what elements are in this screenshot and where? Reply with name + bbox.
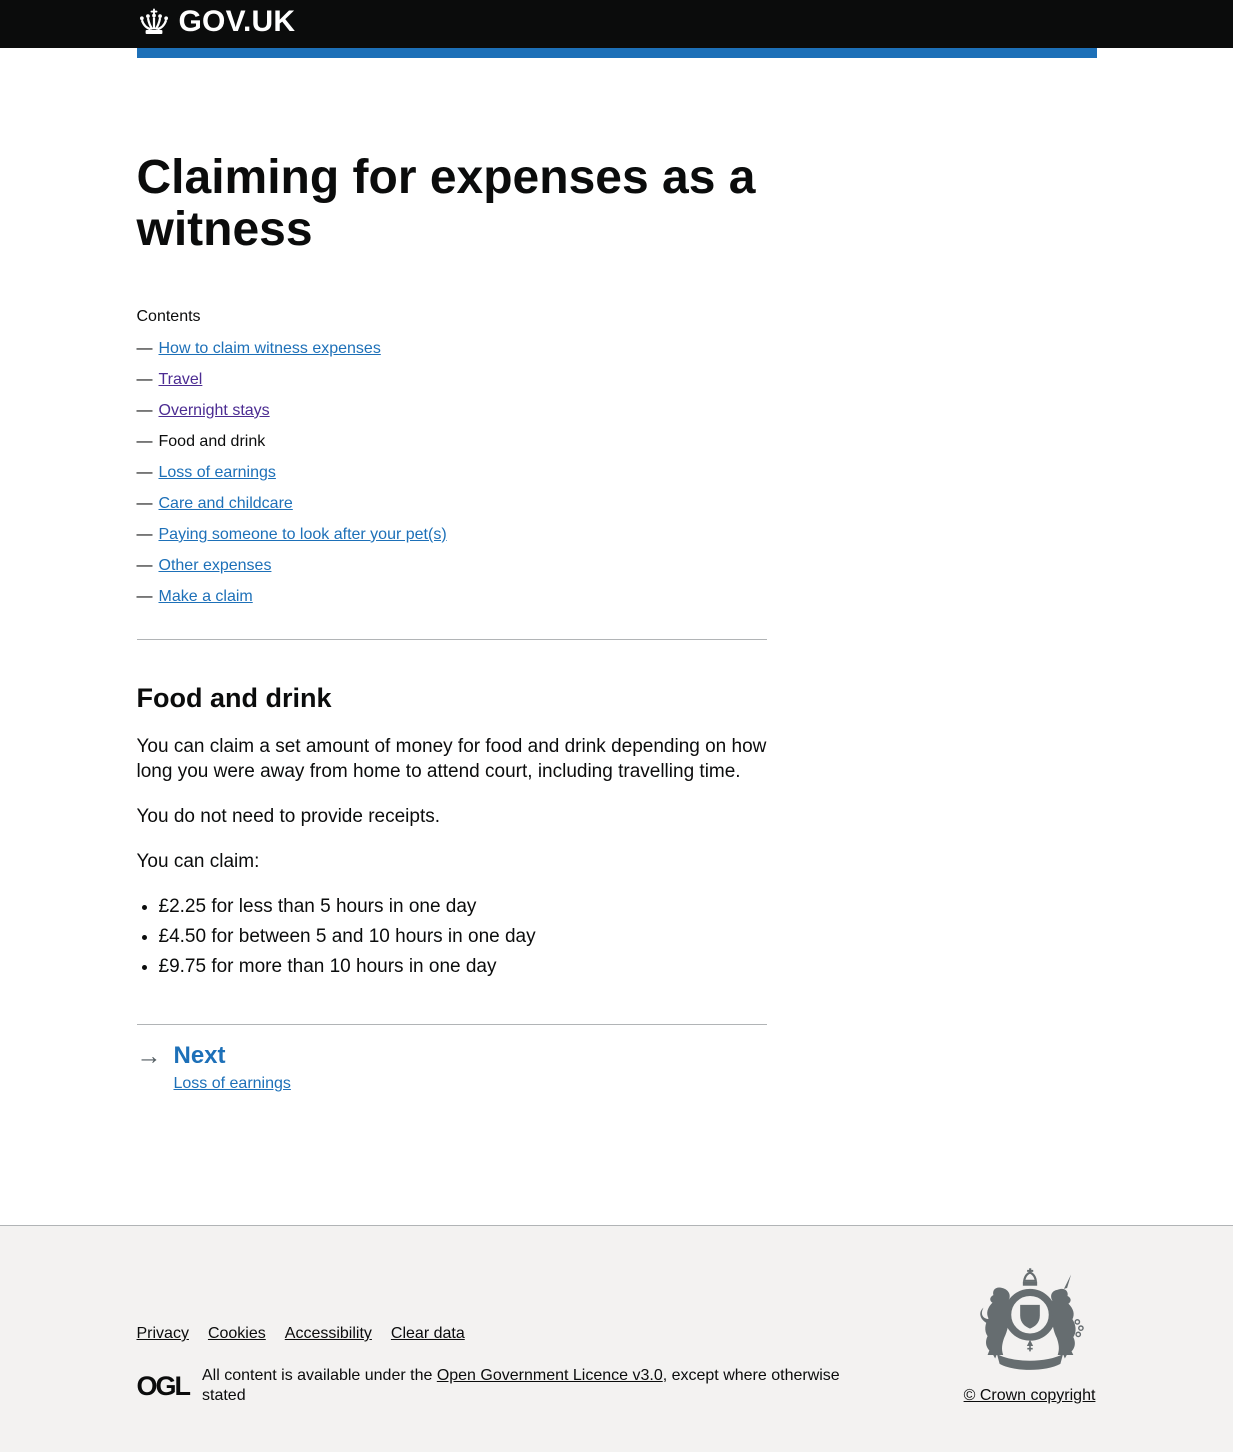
paragraph: You can claim a set amount of money for food and drink depending on how long you were away from home to attend court, including travelling time. — [136, 736, 767, 782]
dash: — — [136, 433, 153, 450]
contents-link-pets[interactable]: Paying someone to look after your pet(s) — [158, 526, 447, 543]
list-intro: You can claim: — [136, 851, 260, 872]
list-item — [137, 429, 1097, 454]
contents-link-care-and-childcare[interactable]: Care and childcare — [158, 495, 293, 512]
crown-copyright-link[interactable]: © Crown copyright — [963, 1387, 1096, 1404]
dash: — — [136, 402, 153, 419]
header-blue-bar — [137, 48, 1097, 58]
licence-prefix: All content is available under the — [202, 1367, 437, 1384]
govuk-header — [0, 0, 1233, 48]
list-item — [137, 553, 1097, 578]
claim-amounts-list — [137, 894, 750, 979]
contents-current-food-and-drink: Food and drink — [158, 433, 266, 450]
list-item — [137, 460, 1097, 485]
list-item — [137, 522, 1097, 547]
footer-link-accessibility[interactable]: Accessibility — [284, 1325, 372, 1342]
dash: — — [136, 588, 153, 605]
arrow-right-icon: → — [136, 1042, 162, 1070]
ogl-licence-link[interactable]: Open Government Licence v3.0 — [436, 1367, 663, 1384]
main-content — [137, 58, 1097, 1094]
contents-label: Contents — [136, 308, 201, 325]
footer-nav — [137, 1324, 877, 1343]
pagination-next-target: Loss of earnings — [173, 1075, 291, 1092]
dash: — — [136, 526, 153, 543]
contents-nav — [137, 304, 1097, 609]
govuk-logo-link[interactable] — [137, 7, 296, 37]
pagination-divider — [137, 1024, 767, 1025]
dash: — — [136, 464, 153, 481]
page-title: Claiming for expenses as a witness — [136, 151, 756, 256]
contents-link-make-a-claim[interactable]: Make a claim — [158, 588, 253, 605]
list-item — [137, 584, 1097, 609]
licence-text — [202, 1366, 877, 1406]
pagination-next-link[interactable] — [137, 1041, 1097, 1094]
footer-link-cookies[interactable]: Cookies — [207, 1325, 266, 1342]
pagination-next-label: Next — [173, 1042, 226, 1069]
govuk-logo-text: GOV.UK — [178, 5, 296, 38]
list-item: • £9.75 for more than 10 hours in one day — [159, 954, 750, 979]
royal-coat-of-arms-icon — [963, 1268, 1097, 1379]
dash: — — [136, 557, 153, 574]
footer-link-clear-data[interactable]: Clear data — [390, 1325, 465, 1342]
ogl-logo-icon: OGL — [136, 1371, 189, 1401]
list-item — [137, 336, 1097, 361]
section-heading: Food and drink — [136, 683, 332, 713]
list-item — [137, 491, 1097, 516]
paragraph: You do not need to provide receipts. — [136, 806, 441, 827]
contents-link-loss-of-earnings[interactable]: Loss of earnings — [158, 464, 276, 481]
contents-link-other-expenses[interactable]: Other expenses — [158, 557, 272, 574]
section-divider — [137, 639, 767, 640]
dash: — — [136, 340, 153, 357]
list-item — [137, 367, 1097, 392]
footer-link-privacy[interactable]: Privacy — [136, 1325, 189, 1342]
contents-link-overnight-stays[interactable]: Overnight stays — [158, 402, 270, 419]
contents-link-how-to-claim[interactable]: How to claim witness expenses — [158, 340, 381, 357]
crown-icon — [137, 8, 171, 36]
contents-list — [137, 336, 1097, 609]
list-item — [137, 398, 1097, 423]
contents-link-travel[interactable]: Travel — [158, 371, 203, 388]
dash: — — [136, 371, 153, 388]
licence-suffix: , except where otherwise stated — [202, 1367, 840, 1404]
dash: — — [136, 495, 153, 512]
list-item: • £4.50 for between 5 and 10 hours in one day — [159, 924, 750, 949]
list-item: • £2.25 for less than 5 hours in one day — [159, 894, 750, 919]
govuk-footer — [0, 1225, 1233, 1452]
